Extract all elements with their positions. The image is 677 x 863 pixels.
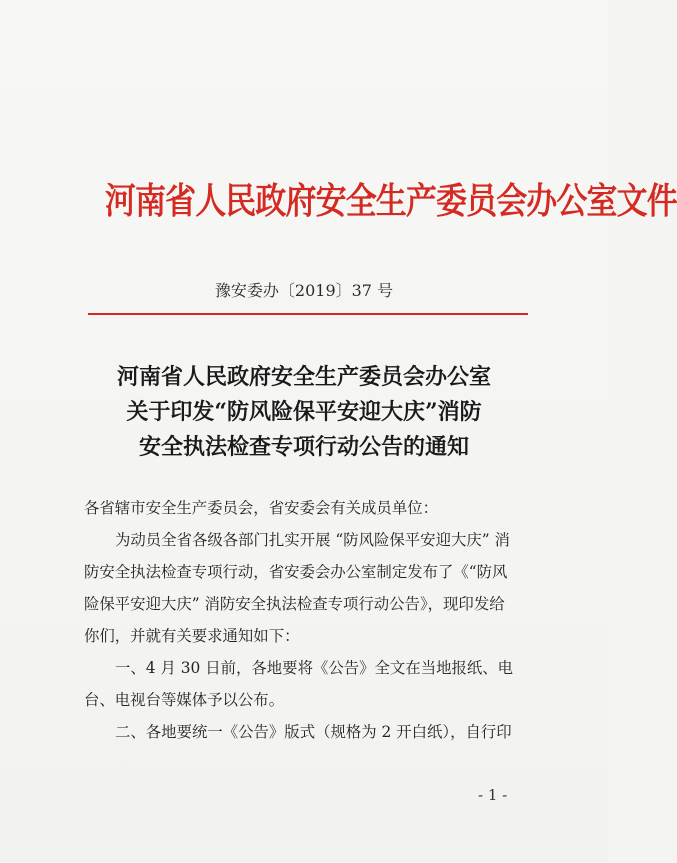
title-line-1: 河南省人民政府安全生产委员会办公室	[116, 364, 491, 390]
paragraph-1-line-1: 为动员全省各级各部门扎实开展 “防风险保平安迎大庆” 消	[115, 531, 510, 549]
paragraph-1-line-2: 防安全执法检查专项行动，省安委会办公室制定发布了《“防风	[84, 563, 508, 581]
document-title	[60, 360, 548, 465]
document-body	[84, 492, 528, 748]
paragraph-3-line-1: 二、各地要统一《公告》版式（规格为 2 开白纸），自行印	[115, 723, 512, 741]
title-line-3: 安全执法检查专项行动公告的通知	[138, 434, 469, 460]
salutation: 各省辖市安全生产委员会，省安委会有关成员单位：	[84, 499, 438, 517]
page-number: - 1 -	[478, 786, 508, 804]
paragraph-2-line-1: 一、4 月 30 日前，各地要将《公告》全文在当地报纸、电	[115, 659, 514, 677]
paragraph-1-line-3: 险保平安迎大庆” 消防安全执法检查专项行动公告》，现印发给	[84, 595, 505, 613]
document-number: 豫安委办〔2019〕37 号	[214, 281, 394, 300]
paragraph-1-line-4: 你们，并就有关要求通知如下：	[84, 627, 300, 645]
issuer-header: 河南省人民政府安全生产委员会办公室文件	[104, 180, 677, 222]
title-line-2: 关于印发“防风险保平安迎大庆”消防	[126, 399, 482, 425]
paragraph-2-line-2: 台、电视台等媒体予以公布。	[84, 691, 285, 709]
red-divider-line	[88, 313, 528, 315]
